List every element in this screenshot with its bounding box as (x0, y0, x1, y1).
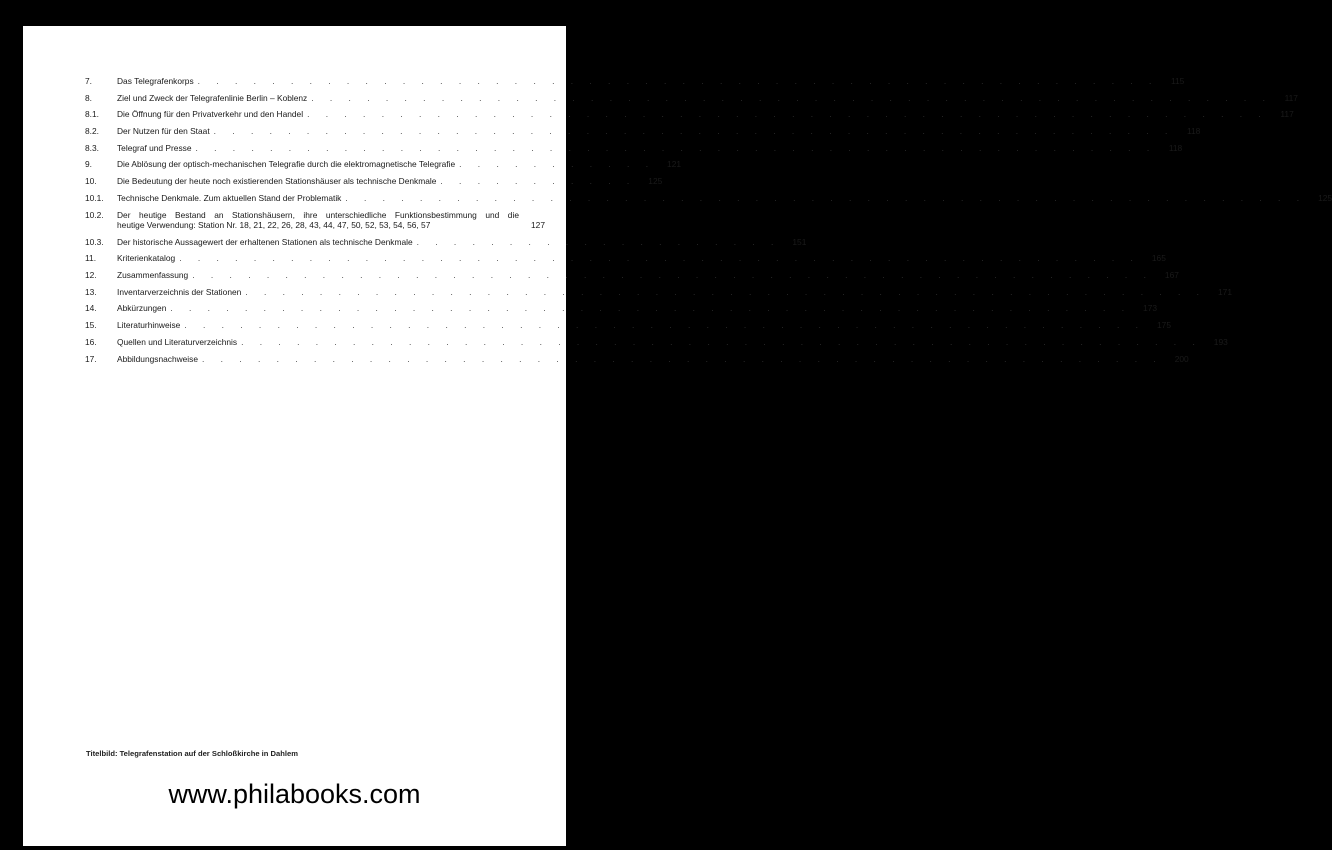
toc-title: Zusammenfassung (117, 270, 189, 281)
toc-page: 127 (531, 220, 545, 230)
toc-entry (85, 92, 1298, 104)
leader-dots: . . . . . . . . . . . . . . . . . . . . . . . . . . . . . . . . . . . . . . . . . . . . . . . . . . . . (213, 126, 1175, 137)
toc-title: Der Nutzen für den Staat (117, 126, 210, 137)
toc-page: 171 (1218, 286, 1232, 297)
leader-dots: . . . . . . . . . . . . . . . . . . . . . . . . . . . . . . . . . . . . . . . . . . . . . . . . . . . . (170, 303, 1132, 314)
toc-number: 10.1. (85, 192, 104, 203)
toc-title: Die Bedeutung der heute noch existierenden Stationshäuser als technische Denkmale (117, 176, 437, 187)
toc-number: 8. (85, 92, 92, 103)
toc-title: Technische Denkmale. Zum aktuellen Stand der Problematik (117, 192, 342, 203)
toc-number: 8.3. (85, 142, 99, 153)
toc-number: 16. (85, 336, 97, 347)
toc-entry (85, 253, 1166, 264)
toc-page: 173 (1143, 303, 1158, 314)
toc-number: 8.2. (85, 126, 99, 137)
toc-number: 14. (85, 303, 97, 314)
toc-title-line-1: Der heutige Bestand an Stationshäusern, ihre unterschiedliche Funktionsbestimmung und die (117, 209, 519, 220)
toc-entry (85, 142, 1183, 154)
toc-entry (85, 76, 1185, 87)
leader-dots: . . . . . . . . . . . . . . . . . . . . . . . . . . . . . . . . . . . . . . . . . . . . . . . . . . . . (197, 76, 1159, 86)
toc-entry (85, 320, 1171, 331)
leader-dots: . . . . . . . . . . . . . . . . . . . . . . . . . . . . . . . . . . . . . . . . . . . . . . . . . . . . (245, 286, 1206, 297)
toc-title: Die Ablösung der optisch-mechanischen Telegrafie durch die elektromagnetische Telegrafie (117, 159, 456, 170)
toc-number: 15. (85, 320, 97, 331)
leader-dots: . . . . . . . . . . . . . . . . . . . . . . . . . . . . . . . . . . . . . . . . . . . . . . . . . . . . (202, 353, 1163, 364)
toc-title: Literaturhinweise (117, 320, 181, 331)
toc-number: 10.3. (85, 236, 104, 247)
toc-entry (85, 270, 1179, 281)
leader-dots: . . . . . . . . . . . . . . . . . . . . . . . . . . . . . . . . . . . . . . . . . . . . . . . . . . . . (192, 270, 1153, 281)
toc-entry (85, 286, 1232, 298)
toc-entry (85, 159, 682, 170)
toc-number: 9. (85, 159, 92, 170)
toc-page: 167 (1164, 270, 1179, 281)
toc-title: Quellen und Literaturverzeichnis (117, 336, 238, 347)
toc-number: 10.2. (85, 209, 104, 220)
toc-title: Abkürzungen (117, 303, 167, 314)
toc-entry (85, 336, 1228, 348)
toc-entry (85, 126, 1201, 137)
toc-number: 13. (85, 286, 97, 297)
toc-page: 151 (792, 236, 807, 247)
toc-title: Die Öffnung für den Privatverkehr und den Handel (117, 109, 304, 120)
leader-dots: . . . . . . . . . . . . . . . . . . . . . . . . . . . . . . . . . . . . . . . . . . . . . . . . . . . . (241, 336, 1202, 347)
toc-number: 7. (85, 76, 92, 86)
toc-title: Der historische Aussagewert der erhaltenen Stationen als technische Denkmale (117, 236, 413, 247)
toc-page: 118 (1168, 142, 1183, 153)
toc-page: 200 (1174, 353, 1189, 364)
toc-page: 117 (1284, 92, 1298, 103)
toc-page: 175 (1157, 320, 1171, 331)
toc-title: Inventarverzeichnis der Stationen (117, 286, 242, 297)
table-of-contents (85, 76, 1332, 370)
toc-title: Kriterienkatalog (117, 253, 176, 264)
leader-dots: . . . . . . . . . . . . . . . . . . . . (416, 236, 781, 247)
toc-entry (85, 109, 1294, 120)
leader-dots: . . . . . . . . . . . . . . . . . . . . . . . . . . . . . . . . . . . . . . . . . . . . . . . . . . . . (345, 192, 1307, 203)
toc-number: 11. (85, 253, 97, 264)
leader-dots: . . . . . . . . . . . (440, 176, 637, 187)
toc-page: 117 (1280, 109, 1294, 120)
toc-entry (85, 353, 1189, 365)
toc-page: 118 (1186, 126, 1201, 137)
toc-page: 165 (1151, 253, 1166, 264)
toc-page: 121 (667, 159, 682, 170)
toc-page: 125 (648, 176, 663, 187)
toc-entry (85, 176, 663, 187)
toc-title: Telegraf und Presse (117, 142, 192, 153)
toc-page: 125 (1318, 192, 1332, 203)
leader-dots: . . . . . . . . . . . . . . . . . . . . . . . . . . . . . . . . . . . . . . . . . . . . . . . . . . . . (179, 253, 1140, 264)
toc-entry (85, 192, 1332, 204)
toc-page: 115 (1170, 76, 1185, 86)
leader-dots: . . . . . . . . . . . . . . . . . . . . . . . . . . . . . . . . . . . . . . . . . . . . . . . . . . . . (307, 109, 1268, 120)
toc-number: 8.1. (85, 109, 99, 120)
toc-number: 17. (85, 353, 97, 364)
toc-title: Ziel und Zweck der Telegrafenlinie Berlin – Koblenz (117, 92, 308, 103)
toc-title: Abbildungsnachweise (117, 353, 199, 364)
leader-dots: . . . . . . . . . . . . . . . . . . . . . . . . . . . . . . . . . . . . . . . . . . . . . . . . . . . . (311, 92, 1272, 103)
toc-number: 12. (85, 270, 97, 281)
leader-dots: . . . . . . . . . . . (459, 159, 656, 170)
toc-number: 10. (85, 176, 97, 187)
toc-entry (85, 236, 807, 248)
cover-caption: Titelbild: Telegrafenstation auf der Schloßkirche in Dahlem (86, 749, 298, 758)
toc-title: Das Telegrafenkorps (117, 76, 194, 86)
leader-dots: . . . . . . . . . . . . . . . . . . . . . . . . . . . . . . . . . . . . . . . . . . . . . . . . . . . . (195, 142, 1157, 153)
toc-entry (85, 303, 1158, 314)
toc-page: 193 (1213, 336, 1228, 347)
leader-dots: . . . . . . . . . . . . . . . . . . . . . . . . . . . . . . . . . . . . . . . . . . . . . . . . . . . . (184, 320, 1145, 331)
document-page (23, 26, 1332, 846)
website-watermark: www.philabooks.com (168, 779, 421, 809)
toc-title-line-2: heutige Verwendung: Station Nr. 18, 21, 22, 26, 28, 43, 44, 47, 50, 52, 53, 54, 56, 57 (117, 220, 431, 230)
toc-entry (85, 210, 545, 231)
